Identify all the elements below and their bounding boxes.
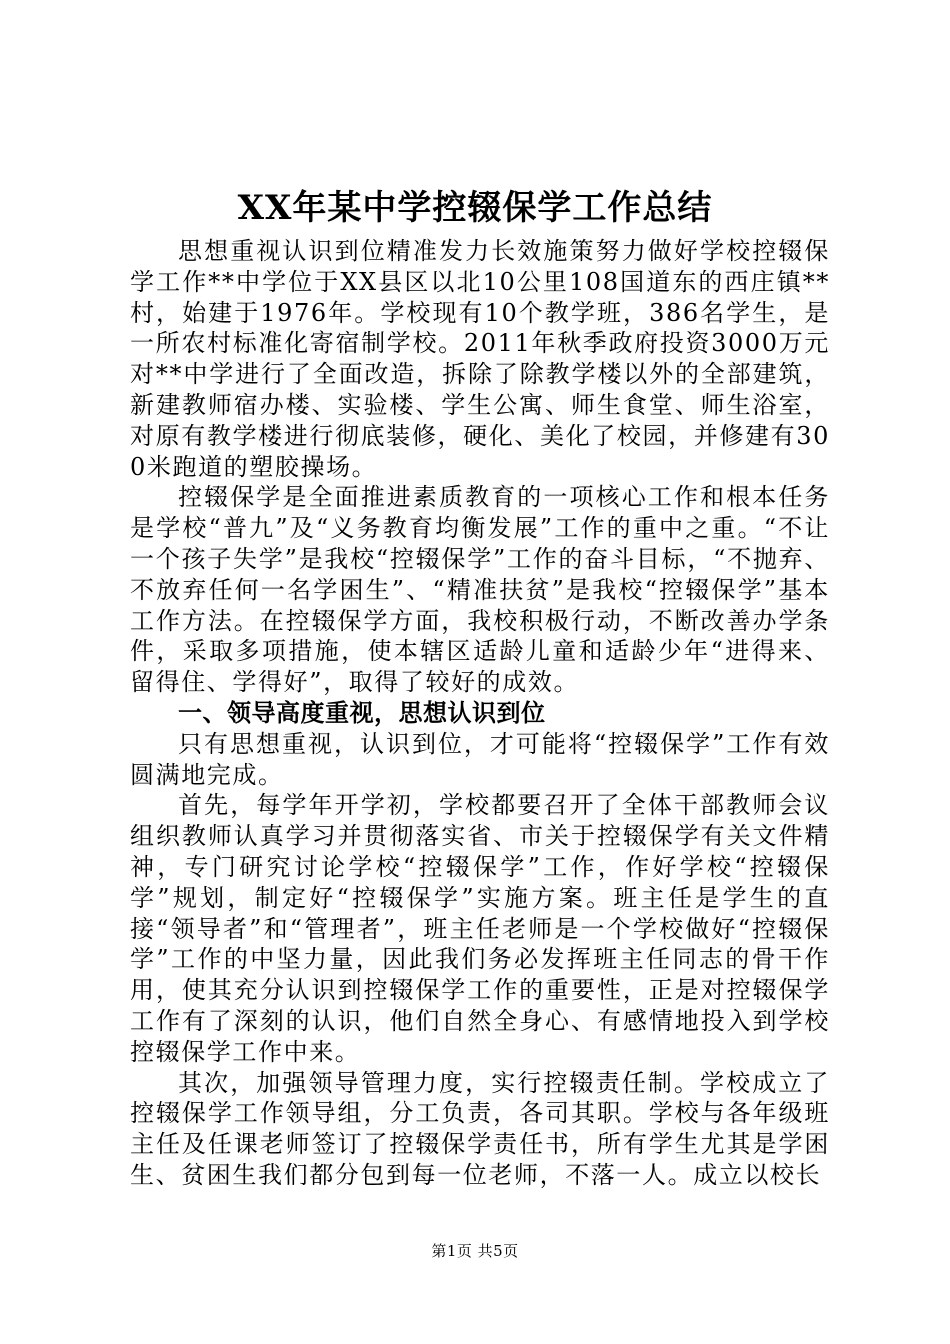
section-1-paragraph-2: 首先，每学年开学初，学校都要召开了全体干部教师会议组织教师认真学习并贯彻落实省、市关于控辍保学有关文件精神，专门研究讨论学校“控辍保学”工作，作好学校“控辍保学”规划，制定好“控辍保学”实施方案。班主任是学生的直接“领导者”和“管理者”，班主任老师是一个学校做好“控辍保学”工作的中坚力量，因此我们务必发挥班主任同志的骨干作用，使其充分认识到控辍保学工作的重要性，正是对控辍保学工作有了深刻的认识，他们自然全身心、有感情地投入到学校控辍保学工作中来。 [130,791,830,1066]
overview-paragraph: 控辍保学是全面推进素质教育的一项核心工作和根本任务是学校“普九”及“义务教育均衡发展”工作的重中之重。“不让一个孩子失学”是我校“控辍保学”工作的奋斗目标，“不抛弃、不放弃任何一名学困生”、“精准扶贫”是我校“控辍保学”基本工作方法。在控辍保学方面，我校积极行动，不断改善办学条件，采取多项措施，使本辖区适龄儿童和适龄少年“进得来、留得住、学得好”，取得了较好的成效。 [130,483,830,697]
section-1-paragraph-3: 其次，加强领导管理力度，实行控辍责任制。学校成立了控辍保学工作领导组，分工负责，各司其职。学校与各年级班主任及任课老师签订了控辍保学责任书，所有学生尤其是学困生、贫困生我们都分包到每一位老师，不落一人。成立以校长 [130,1068,830,1189]
page-number-footer: 第1页 共5页 [431,1242,519,1260]
section-1-heading: 一、领导高度重视，思想认识到位 [178,698,546,727]
document-title: XX年某中学控辍保学工作总结 [237,188,713,228]
section-1-paragraph-1: 只有思想重视，认识到位，才可能将“控辍保学”工作有效圆满地完成。 [130,729,830,789]
document-body [130,236,830,1191]
intro-paragraph: 思想重视认识到位精准发力长效施策努力做好学校控辍保学工作**中学位于XX县区以北10公里108国道东的西庄镇**村，始建于1976年。学校现有10个教学班，386名学生，是一所农村标准化寄宿制学校。2011年秋季政府投资3000万元对**中学进行了全面改造，拆除了除教学楼以外的全部建筑，新建教师宿办楼、实验楼、学生公寓、师生食堂、师生浴室，对原有教学楼进行彻底装修，硬化、美化了校园，并修建有300米跑道的塑胶操场。 [130,237,830,481]
